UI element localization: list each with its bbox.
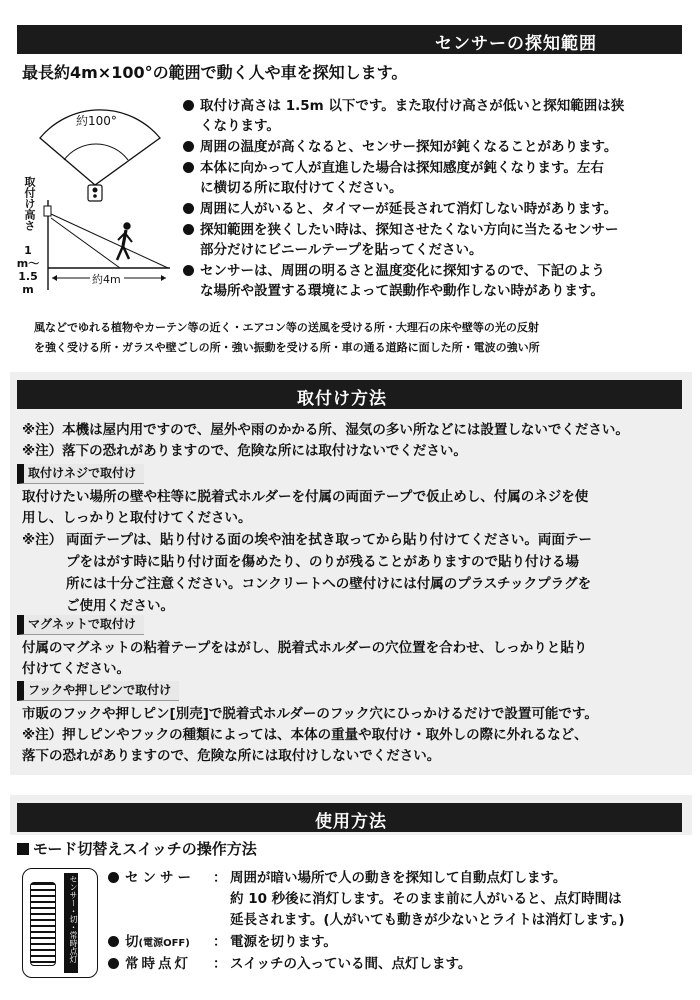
magnet-text-2: 付けてください。 [22,661,130,677]
mode-sensor-label: センサー [108,868,195,888]
mode-sensor-desc-1: 周囲が暗い場所で人の動きを探知して自動点灯します。 [230,870,567,886]
screw-note-prefix: ※注） [22,532,63,548]
bullet-6: センサーは、周囲の明るさと温度変化に探知するので、下記のよう [183,261,605,282]
bullet-dot-icon [183,100,194,111]
mode-switch-illustration [22,868,98,978]
height-range-label: 1m〜1.5m [16,244,40,296]
distance-label: 約4m [92,273,121,286]
screw-note-2: プをはがす時に貼り付け面を傷めたり、のりが残ることがありますので貼り付ける場 [66,554,579,570]
screw-text-1: 取付けたい場所の壁や柱等に脱着式ホルダーを付属の両面テープで仮止めし、付属のネジを使 [22,489,589,505]
mode-sensor-desc-2: 約 10 秒後に消灯します。そのまま前に人がいると、点灯時間は [230,891,622,907]
install-warning-2: ※注）落下の恐れがありますので、危険な所には取付けないでください。 [22,443,467,459]
bullet-dot-icon [183,265,194,276]
bullet-5: 探知範囲を狭くしたい時は、探知させたくない方向に当たるセンサー [183,220,619,241]
sensor-section-title: センサーの探知範囲 [435,34,597,54]
mode-off-sep: ： [213,934,227,950]
screw-method-title: 取付けネジで取付け [17,464,144,484]
bullet-6-cont: な場所や設置する環境によって誤動作や動作しない時があります。 [200,283,604,299]
mode-switch-heading: モード切替えスイッチの操作方法 [17,838,257,859]
mode-off-label: 切(電源OFF) [108,932,190,954]
mode-always-on-label: 常時点灯 [108,954,191,974]
bullet-dot-icon [183,141,194,152]
hook-text-1: 市販のフックや押しピン[別売]で脱着式ホルダーのフック穴にひっかけるだけで設置可能です。 [22,706,598,722]
walking-person-icon [117,223,132,260]
environment-note-2: を強く受ける所・ガラスや壁ごしの所・強い振動を受ける所・車の通る道路に面した所・電波の強い所 [34,341,540,354]
hook-method-title: フックや押しピンで取付け [17,681,179,701]
bullet-dot-icon [183,162,194,173]
screw-text-2: 用し、しっかりと取付けてください。 [22,510,252,526]
bullet-2: 周囲の温度が高くなると、センサー探知が鈍くなることがあります。 [183,137,617,158]
install-section-title: 取付け方法 [297,389,387,409]
mode-off-desc: 電源を切ります。 [230,934,337,950]
bullet-1: 取付け高さは 1.5m 以下です。また取付け高さが低いと探知範囲は狭 [183,96,624,117]
switch-position-labels: センサー・切・常時点灯 [69,875,78,963]
bullet-dot-icon [183,224,194,235]
mode-sensor-desc-3: 延長されます。(人がいても動きが少ないとライトは消灯します。) [230,912,625,928]
install-warning-1: ※注）本機は屋内用ですので、屋外や雨のかかる所、湿気の多い所などには設置しないでください。 [22,422,629,438]
bullet-3-cont: に横切る所に取付けてください。 [200,180,403,196]
bullet-1-cont: くなります。 [200,118,280,134]
bullet-5-cont: 部分だけにビニールテープを貼ってください。 [200,242,483,258]
mode-always-on-desc: スイッチの入っている間、点灯します。 [230,956,472,972]
bullet-dot-icon [108,936,119,947]
magnet-method-title: マグネットで取付け [17,615,144,635]
screw-note-3: 所には十分ご注意ください。コンクリートへの壁付けには付属のプラスチックプラグを [66,576,592,592]
bullet-4: 周囲に人がいると、タイマーが延長されて消灯しない時があります。 [183,199,617,220]
usage-section-header [17,803,682,832]
install-section-header [17,380,682,409]
magnet-text-1: 付属のマグネットの粘着テープをはがし、脱着式ホルダーの穴位置を合わせ、しっかりと貼り [22,640,588,656]
mode-sensor-sep: ： [213,870,227,886]
screw-note-4: ご使用ください。 [66,598,174,614]
mode-always-on-sep: ： [213,956,227,972]
environment-note-1: 風などでゆれる植物やカーテン等の近く・エアコン等の送風を受ける所・大理石の床や壁等の光の反射 [34,321,539,334]
hook-text-3: 落下の恐れがありますので、危険な所には取付けしないでください。 [22,748,441,764]
usage-section-title: 使用方法 [315,812,387,832]
angle-label: 約100° [76,114,117,128]
hook-text-2: ※注）押しピンやフックの種類によっては、本体の重量や取付け・取外しの際に外れるなど、 [22,727,588,743]
bullet-dot-icon [108,872,119,883]
switch-slider-icon [30,882,56,966]
square-bullet-icon [17,843,29,855]
sensor-section-header [17,25,682,54]
sensor-lead-text: 最長約4m×100°の範囲で動く人や車を探知します。 [22,63,408,82]
bullet-3: 本体に向かって人が直進した場合は探知感度が鈍くなります。左右 [183,158,604,179]
sensor-device-icon [88,185,102,201]
bullet-dot-icon [183,203,194,214]
screw-note-1: 両面テープは、貼り付ける面の埃や油を拭き取ってから貼り付けてください。両面テー [66,532,592,548]
sensor-range-diagram [20,100,180,300]
height-label: 取付け高さ [23,176,36,231]
angle-arc [64,144,128,160]
bullet-dot-icon [108,958,119,969]
